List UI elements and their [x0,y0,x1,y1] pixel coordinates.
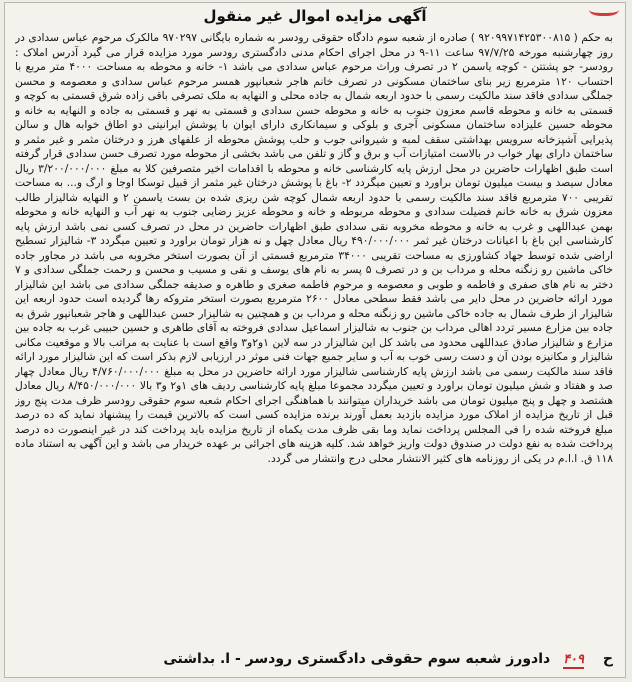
notice-title: آگهی مزایده اموال غیر منقول [203,7,427,25]
notice-footer [15,651,613,675]
notice-clipping [4,2,626,678]
notice-body: به حکم ( ۹۲۰۹۹۷۱۴۲۵۳۰۰۸۱۵ ) صادره از شعبه سوم دادگاه حقوقی رودسر به شماره بایگانی ۹۷۰۲۹۷ مالکرک مرحوم عباس سدادی در روز چهارشنبه مورخه ۹۷/۷/۲۵ ساعت ۱۱-۹ در محل اجرای احکام مدنی دادگستری رودسر مورد مزایده قرار می گیرد آدرس املاک : رودسر- جو پشتتن - کوچه یاسمن ۲ در تصرف وراث مرحوم عباس سدادی می باشد ۱- خانه و محوطه به مساحت ۴۰۰۰ متر مربع با احتساب ۱۲۰ مترمربع زیر بنای ساختمان مسکونی در تصرف خانم هاجر شعبانپور همسر مرحوم عباس سدادی و معصومه و محسن جملگی سدادی فاقد سند مالکیت رسمی با حدود اربعه شمال به جاده محلی و النهایه به ملک تصرفی باقی زاده شرق قسمتی به کوچه و قسمتی به خانه و محوطه قاسم معزون جنوب به خانه و محوطه حسن سدادی و قسمتی به نهر و قسمتی به جاده و النهایه به خانه و محوطه حسین علیزاده ساختمان مسکونی آجری و بلوکی و سیمانکاری دارای ایوان با پوشش ایرانیتی دو اطاق خوابه هال و سالن پذیرایی آشپزخانه سرویس بهداشتی سقف لمبه و شیروانی جوب و حلب پوشش محوطه از علفهای هرز و درختان مثمر و غیر مثمر و ساختمان دارای بهار خواب در بالاست امتیازات آب و برق و گاز و تلفن می باشد بخشی از محوطه مورد تصرف حسن سدادی قرار گرفته است طبق اظهارات حاضرین در محل ارزش پایه کارشناسی خانه و محوطه با اقدامات اخیر متصرفین کلا به مبلغ ۳/۲۰۰/۰۰۰/۰۰۰ ریال معادل سیصد و بیست میلیون تومان براورد و تعیین میگردد ۲- باغ با پوشش درختان غیر مثمر از قبیل توسکا اوجا و ارگ و... به مساحت تقریبی ۷۰۰ مترمربع فاقد سند مالکیت رسمی با حدود اربعه شمال کوچه شن ریزی شده بن بست یاسمن ۲ و النهایه شالیزار طالب معزون شرق به خانه خانم فضیلت سدادی و محوطه مربوطه و خانه و محوطه عزیز رضایی جنوب به نهر آب و النهایه خانه و محوطه بهمن عبداللهی و غرب به خانه و محوطه مخروبه نقی سدادی طبق اظهارات حاضرین در محل در تصرف کسی نمی باشد ارزش پایه کارشناسی این باغ با اعیانات درختان غیر ثمر ۴۹۰/۰۰۰/۰۰۰ ریال معادل چهل و نه هزار تومان براورد و تعیین میگردد ۳- شالیزار تسطیح اراضی شده توسط جهاد کشاورزی به مساحت تقریبی ۳۴۰۰۰ مترمربع قسمتی از آن بصورت استخر مخروبه می باشد در مجاور جاده خاکی ماشین رو زنگنه محله و مرداب بن و در تصرف ۵ پسر به نام های یوسف و نقی و مسیب و محسن و رحمت جملگی سدادی و ۷ دختر به نام های صفری و فاطمه و طوبی و معصومه و مرحوم فاطمه صغری و طاهره و صدیقه جملگی سدادی می باشد این شالیزار مورد ارائه حاضرین در محل دایر می باشد فقط سطحی معادل ۲۶۰۰ مترمربع بصورت استخر متروکه رها گردیده است حدود اربعه این شالیزار از طرف شمال به جاده خاکی ماشین رو زنگنه محله و مرداب بن و همچنین به شالیزار حسن عبداللهی و هاجر شعبانپور شرق به جاده بین مزارع مسیر تردد اهالی مرداب بن جنوب به شالیزار اسماعیل سدادی فروخته به آقای طاهری و حسین حبیبی غرب به جاده بین مزارع و شالیزار صادق عبداللهی محدود می باشد کل این شالیزار در سه لاین ۱و۲و۳ واقع است با عنایت به مراتب بالا و موقعیت مکانی شالیزار و مکانیزه بودن آن و دست رسی خوب به آب و سایر جمیع جهات فنی موثر در ارزیابی لازم بذکر است که این شالیزار مورد ارائه فاقد سند مالکیت رسمی می باشد ارزش پایه کارشناسی شالیزار مورد ارائه حاضرین در محل به مبلغ ۴/۷۶۰/۰۰۰/۰۰۰ ریال معادل چهار صد و هفتاد و شش میلیون تومان براورد و تعیین میگردد مجموعا مبلغ پایه کارشناسی ردیف های ۱و۲ و۳ بالا ۸/۴۵۰/۰۰۰/۰۰۰ ریال معادل هشتصد و چهل و پنج میلیون تومان می باشد خریداران میتوانند با هماهنگی اجرای احکام شعبه سوم حقوقی رودسر ظرف مدت پنج روز قبل از تاریخ مزایده از املاک مورد مزایده بازدید بعمل آورند برنده مزایده کسی است که بالاترین قیمت را پیشنهاد نماید که ده درصد مبلغ فروخته شده را فی المجلس پرداخت نماید وما بقی ظرف مدت یکماه از تاریخ مزایده باید پرداخت کند در غیر اینصورت ده درصد پرداخت شده به نفع دولت در صندوق دولت واریز خواهد شد. کلیه هزینه های اجرائی بر عهده خریدار می باشد و این آگهی به استناد ماده ۱۱۸ ق. ا.ا.م در یکی از روزنامه های کثیر الانتشار محلی درج وانتشار می گردد. [15,31,613,465]
signer-line: دادورز شعبه سوم حقوقی دادگستری رودسر - ا. بداشتی [163,651,551,667]
case-letter: ح [602,651,613,667]
handwritten-code: ۴۰۹ [563,652,585,667]
